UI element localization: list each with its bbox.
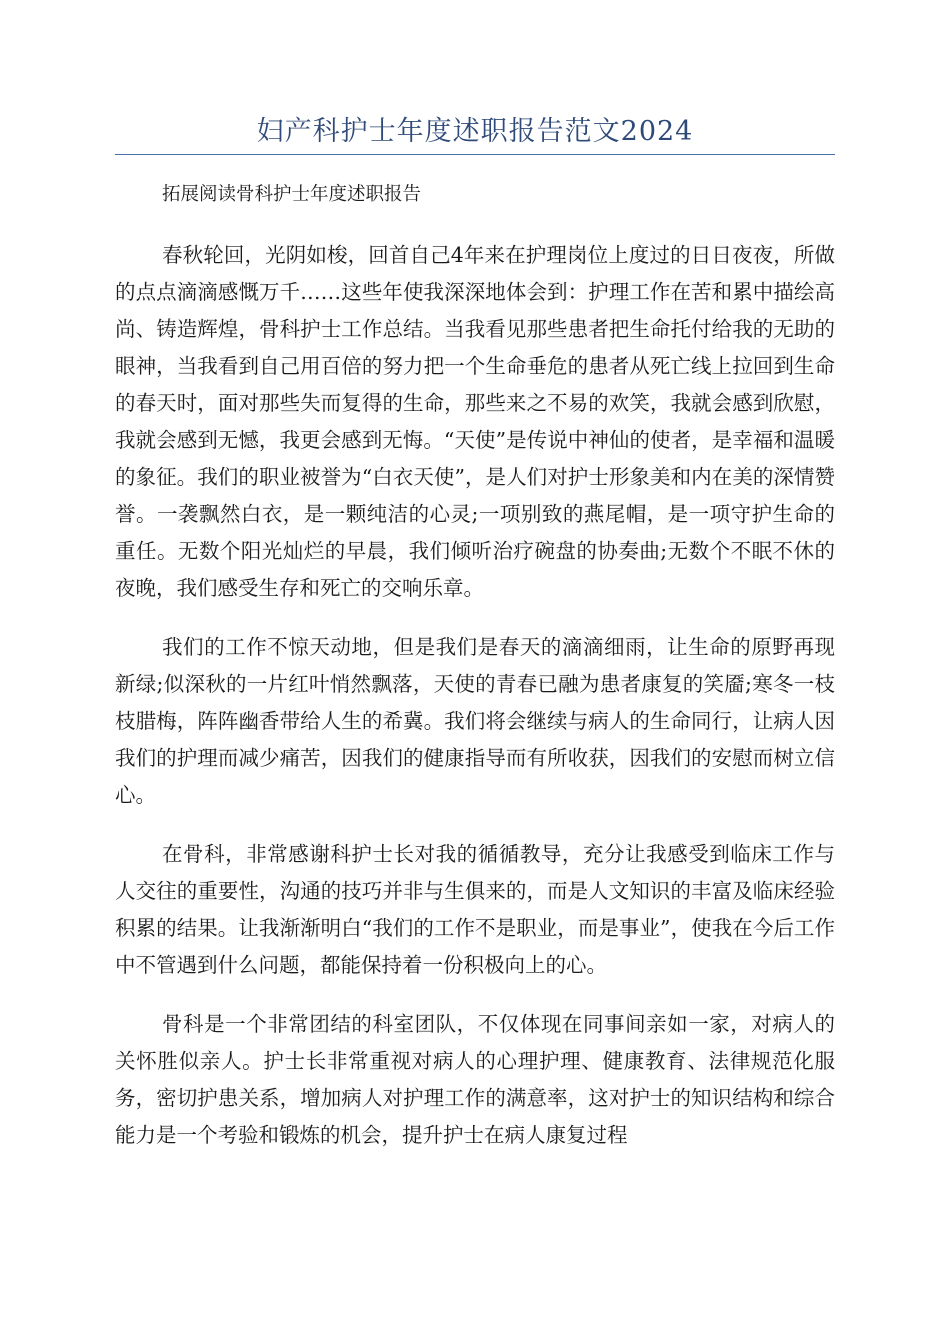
paragraph: 春秋轮回，光阴如梭，回首自己4年来在护理岗位上度过的日日夜夜，所做的点点滴滴感慨万千……这些年使我深深地体会到：护理工作在苦和累中描绘高尚、铸造辉煌，骨科护士工作总结。当我看见那些患者把生命托付给我的无助的眼神，当我看到自己用百倍的努力把一个生命垂危的患者从死亡线上拉回到生命的春天时，面对那些失而复得的生命，那些来之不易的欢笑，我就会感到欣慰，我就会感到无憾，我更会感到无悔。“天使”是传说中神仙的使者，是幸福和温暖的象征。我们的职业被誉为“白衣天使”，是人们对护士形象美和内在美的深情赞誉。一袭飘然白衣，是一颗纯洁的心灵;一项别致的燕尾帽，是一项守护生命的重任。无数个阳光灿烂的早晨，我们倾听治疗碗盘的协奏曲;无数个不眠不休的夜晚，我们感受生存和死亡的交响乐章。 — [115, 243, 835, 600]
paragraph: 我们的工作不惊天动地，但是我们是春天的滴滴细雨，让生命的原野再现新绿;似深秋的一片红叶悄然飘落，天使的青春已融为患者康复的笑靥;寒冬一枝枝腊梅，阵阵幽香带给人生的希冀。我们将会继续与病人的生命同行，让病人因我们的护理而减少痛苦，因我们的健康指导而有所收获，因我们的安慰而树立信心。 — [115, 635, 835, 807]
title-underline — [115, 154, 835, 155]
subheading: 拓展阅读骨科护士年度述职报告 — [162, 184, 422, 205]
document-title: 妇产科护士年度述职报告范文2024 — [256, 116, 694, 147]
document-body — [115, 175, 835, 1176]
paragraph: 骨科是一个非常团结的科室团队，不仅体现在同事间亲如一家，对病人的关怀胜似亲人。护士长非常重视对病人的心理护理、健康教育、法律规范化服务，密切护患关系，增加病人对护理工作的满意率，这对护士的知识结构和综合能力是一个考验和锻炼的机会，提升护士在病人康复过程 — [115, 1012, 835, 1147]
paragraph: 在骨科，非常感谢科护士长对我的循循教导，充分让我感受到临床工作与人交往的重要性，沟通的技巧并非与生俱来的，而是人文知识的丰富及临床经验积累的结果。让我渐渐明白“我们的工作不是职业，而是事业”，使我在今后工作中不管遇到什么问题，都能保持着一份积极向上的心。 — [115, 842, 835, 977]
